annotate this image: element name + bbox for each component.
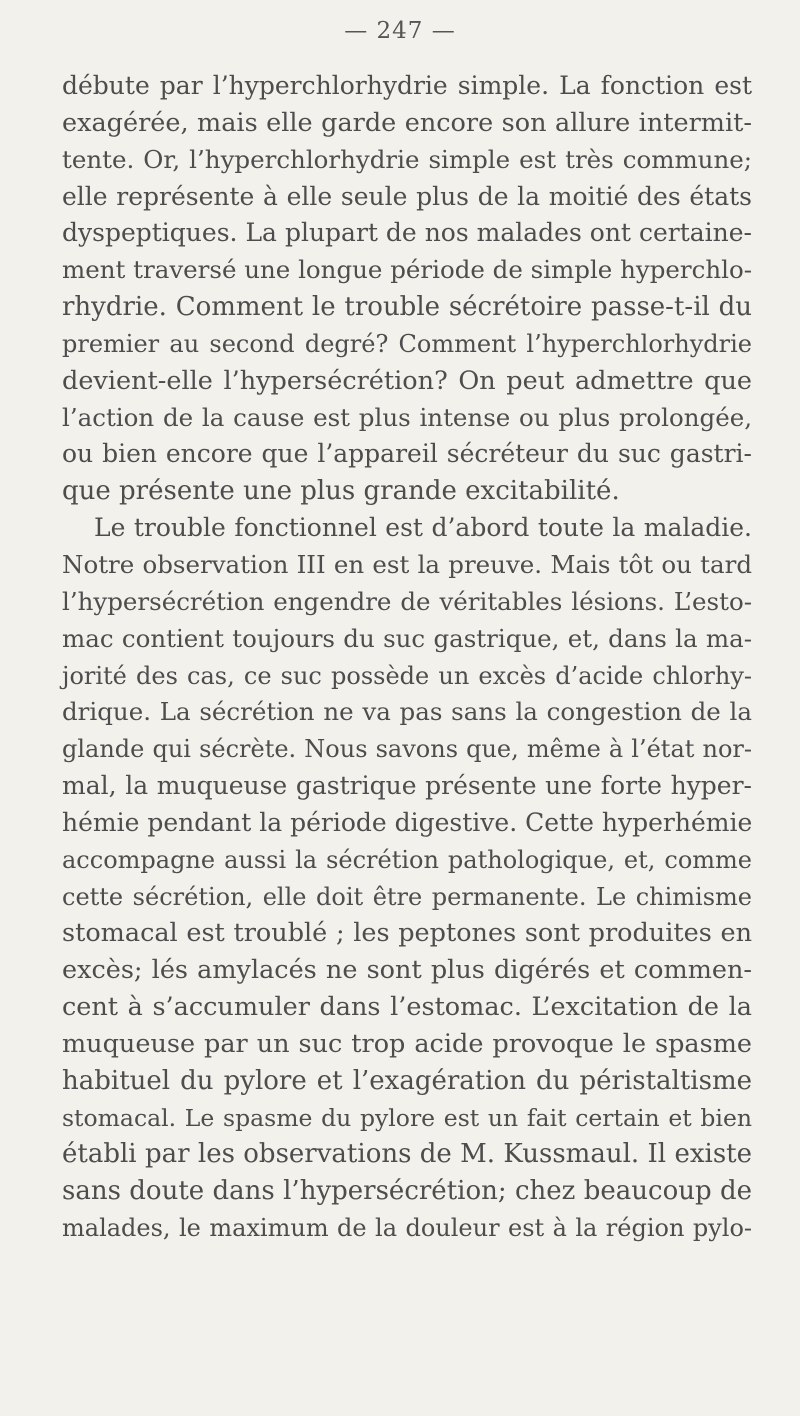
- text-line: premier au second degré? Comment l’hyperchlorhydrie: [62, 329, 752, 358]
- text-line: l’action de la cause est plus intense ou plus prolongée,: [62, 402, 752, 432]
- text-line: Le trouble fonctionnel est d’abord toute la maladie.: [94, 513, 752, 543]
- text-line: jorité des cas, ce suc possède un excès d’acide chlorhy-: [62, 661, 752, 690]
- page-number: — 247 —: [344, 18, 456, 44]
- body-text: [62, 68, 752, 1247]
- text-line: mac contient toujours du suc gastrique, et, dans la ma-: [62, 623, 752, 653]
- text-line: sans doute dans l’hypersécrétion; chez beaucoup de: [62, 1176, 752, 1207]
- text-line: excès; lés amylacés ne sont plus digérés et commen-: [62, 955, 752, 986]
- text-line: tente. Or, l’hyperchlorhydrie simple est très commune;: [62, 144, 752, 174]
- text-line: stomacal est troublé ; les peptones sont produites en: [62, 918, 752, 949]
- paragraph: [62, 510, 752, 1247]
- text-line: cent à s’accumuler dans l’estomac. L’excitation de la: [62, 992, 752, 1023]
- text-line: habituel du pylore et l’exagération du péristaltisme: [62, 1065, 752, 1096]
- text-line: ou bien encore que l’appareil sécréteur du suc gastri-: [62, 439, 752, 469]
- text-line: elle représente à elle seule plus de la moitié des états: [62, 181, 752, 211]
- text-line: devient-elle l’hypersécrétion? On peut admettre que: [62, 365, 752, 396]
- text-line: stomacal. Le spasme du pylore est un fait certain et bien: [62, 1103, 752, 1132]
- text-line: accompagne aussi la sécrétion pathologique, et, comme: [62, 845, 752, 874]
- text-line: débute par l’hyperchlorhydrie simple. La fonction est: [62, 71, 752, 100]
- text-line: drique. La sécrétion ne va pas sans la congestion de la: [62, 697, 752, 727]
- text-line: rhydrie. Comment le trouble sécrétoire passe-t-il du: [62, 292, 752, 323]
- text-line: cette sécrétion, elle doit être permanente. Le chimisme: [62, 882, 752, 911]
- text-line: dyspeptiques. La plupart de nos malades ont certaine-: [62, 218, 752, 248]
- text-line: établi par les observations de M. Kussmaul. Il existe: [62, 1139, 752, 1170]
- text-line: Notre observation III en est la preuve. Mais tôt ou tard: [62, 549, 752, 579]
- paragraph: [62, 68, 752, 510]
- text-line: exagérée, mais elle garde encore son allure intermit-: [62, 107, 752, 138]
- text-line: glande qui sécrète. Nous savons que, même à l’état nor-: [62, 735, 752, 764]
- text-line: mal, la muqueuse gastrique présente une forte hyper-: [62, 771, 752, 801]
- text-line: l’hypersécrétion engendre de véritables lésions. L’esto-: [62, 586, 752, 616]
- text-line: ment traversé une longue période de simple hyperchlo-: [62, 255, 752, 285]
- text-line: malades, le maximum de la douleur est à la région pylo-: [62, 1214, 752, 1243]
- text-line: hémie pendant la période digestive. Cette hyperhémie: [62, 807, 753, 837]
- text-line: que présente une plus grande excitabilité.: [62, 476, 620, 507]
- text-line: muqueuse par un suc trop acide provoque le spasme: [62, 1028, 752, 1059]
